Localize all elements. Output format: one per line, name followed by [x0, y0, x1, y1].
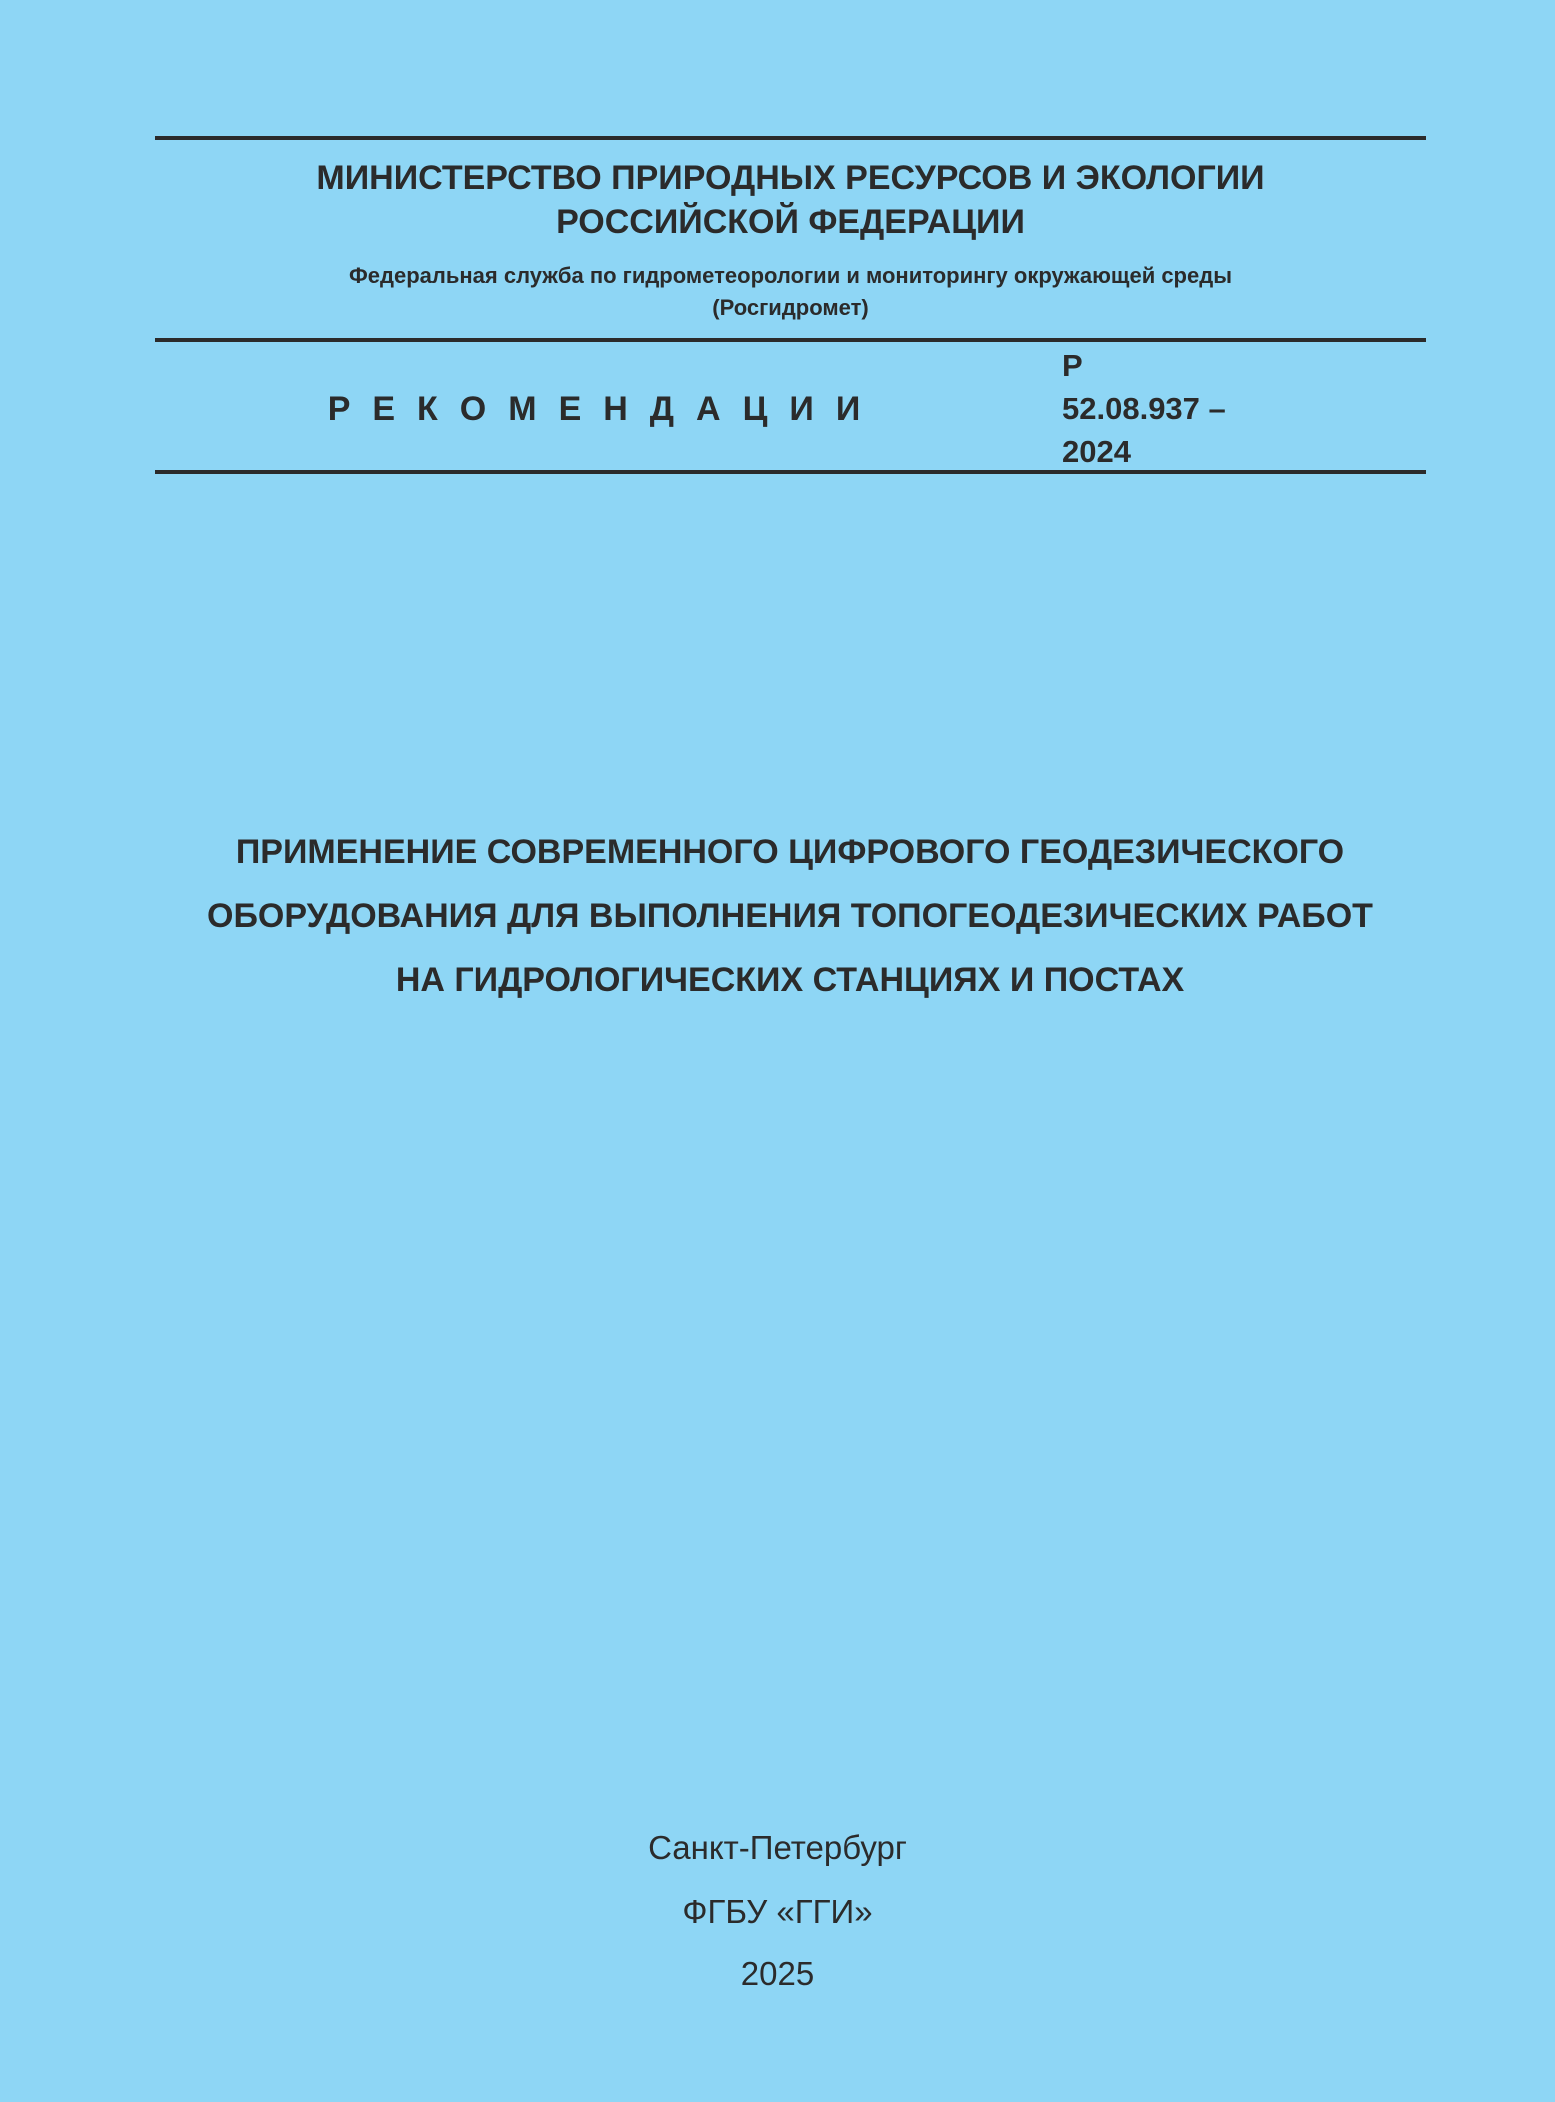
document-title-line1: ПРИМЕНЕНИЕ СОВРЕМЕННОГО ЦИФРОВОГО ГЕОДЕЗИЧЕСКОГО [235, 833, 1345, 871]
document-title-line3: НА ГИДРОЛОГИЧЕСКИХ СТАНЦИЯХ И ПОСТАХ [395, 961, 1185, 999]
document-number [1062, 344, 1362, 473]
designation-bottom-rule [155, 470, 1426, 474]
ministry-name-line2: РОССИЙСКОЙ ФЕДЕРАЦИИ [556, 203, 1025, 241]
document-number-line1: Р [1062, 348, 1083, 383]
document-title-line2: ОБОРУДОВАНИЯ ДЛЯ ВЫПОЛНЕНИЯ ТОПОГЕОДЕЗИЧЕСКИХ РАБОТ [207, 897, 1373, 935]
imprint-city: Санкт-Петербург [648, 1829, 907, 1866]
service-name-line1: Федеральная служба по гидрометеорологии и мониторингу окружающей среды [349, 263, 1232, 288]
document-type-label: РЕКОМЕНДАЦИИ [327, 390, 883, 428]
ministry-name-line1: МИНИСТЕРСТВО ПРИРОДНЫХ РЕСУРСОВ И ЭКОЛОГИИ [316, 159, 1265, 197]
document-title [100, 820, 1480, 1012]
service-name-line2: (Росгидромет) [712, 295, 869, 320]
designation-top-rule [155, 338, 1426, 342]
ministry-name [155, 156, 1426, 244]
service-name [155, 260, 1426, 324]
imprint-publisher: ФГБУ «ГГИ» [682, 1893, 873, 1930]
document-number-line2: 52.08.937 – [1062, 391, 1226, 426]
header-top-rule [155, 136, 1426, 140]
imprint-year: 2025 [740, 1955, 815, 1992]
document-number-line3: 2024 [1062, 434, 1131, 469]
